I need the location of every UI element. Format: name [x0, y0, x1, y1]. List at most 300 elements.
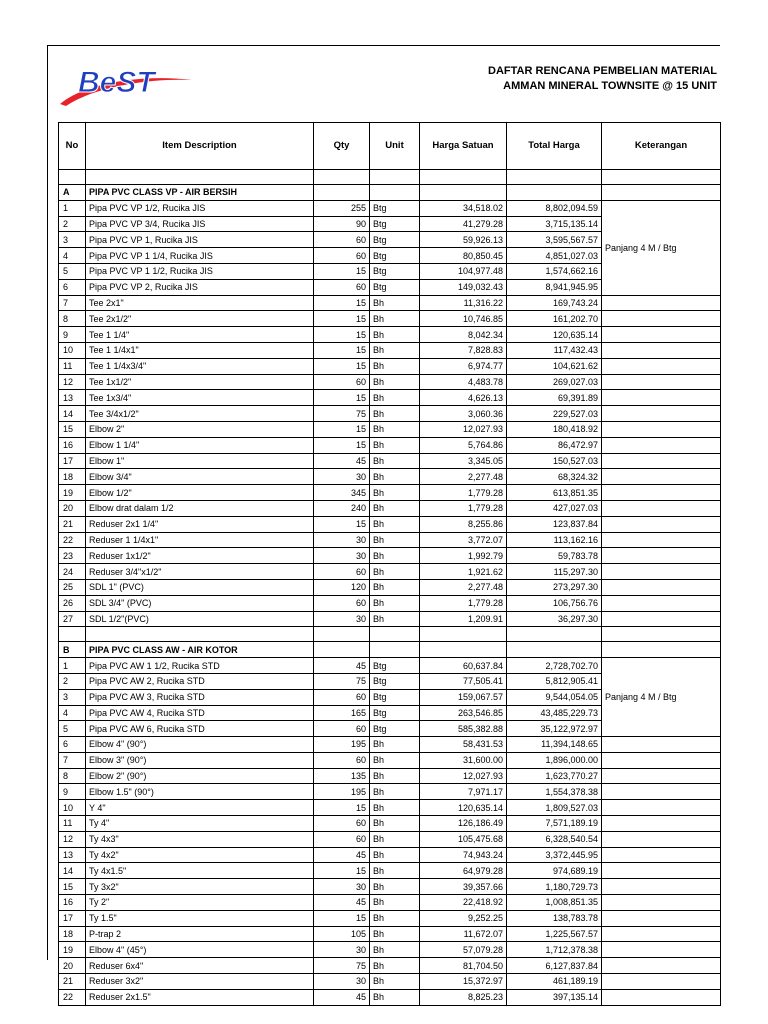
- item-harga-satuan: 12,027.93: [420, 768, 507, 784]
- item-description: Tee 2x1": [86, 295, 314, 311]
- section-code: B: [59, 642, 86, 658]
- item-unit: Bh: [370, 816, 420, 832]
- item-keterangan: [602, 768, 721, 784]
- empty-cell: [370, 627, 420, 642]
- item-no: 19: [59, 485, 86, 501]
- item-total-harga: 1,574,662.16: [507, 263, 602, 279]
- item-description: Tee 1x1/2": [86, 374, 314, 390]
- item-description: Ty 3x2": [86, 879, 314, 895]
- item-total-harga: 2,728,702.70: [507, 658, 602, 674]
- item-harga-satuan: 81,704.50: [420, 958, 507, 974]
- item-no: 21: [59, 516, 86, 532]
- item-unit: Btg: [370, 248, 420, 264]
- item-unit: Bh: [370, 437, 420, 453]
- item-no: 3: [59, 232, 86, 248]
- item-harga-satuan: 7,828.83: [420, 342, 507, 358]
- item-unit: Btg: [370, 216, 420, 232]
- item-unit: Bh: [370, 879, 420, 895]
- item-qty: 30: [314, 974, 370, 990]
- item-unit: Bh: [370, 295, 420, 311]
- item-qty: 15: [314, 437, 370, 453]
- item-total-harga: 613,851.35: [507, 485, 602, 501]
- item-description: Elbow 2" (90°): [86, 768, 314, 784]
- item-description: Reduser 1x1/2": [86, 548, 314, 564]
- table-row: [59, 847, 721, 863]
- item-total-harga: 113,162.16: [507, 532, 602, 548]
- item-unit: Bh: [370, 516, 420, 532]
- item-unit: Bh: [370, 532, 420, 548]
- item-harga-satuan: 59,926.13: [420, 232, 507, 248]
- item-harga-satuan: 104,977.48: [420, 263, 507, 279]
- empty-cell: [507, 170, 602, 185]
- item-unit: Bh: [370, 327, 420, 343]
- item-description: Reduser 3x2": [86, 974, 314, 990]
- item-no: 2: [59, 673, 86, 689]
- empty-cell: [314, 185, 370, 201]
- item-harga-satuan: 74,943.24: [420, 847, 507, 863]
- item-keterangan: [602, 516, 721, 532]
- item-qty: 15: [314, 910, 370, 926]
- item-no: 18: [59, 469, 86, 485]
- item-description: Pipa PVC AW 6, Rucika STD: [86, 721, 314, 737]
- item-harga-satuan: 39,357.66: [420, 879, 507, 895]
- col-header-item-description: Item Description: [86, 123, 314, 170]
- item-keterangan: [602, 989, 721, 1005]
- item-harga-satuan: 57,079.28: [420, 942, 507, 958]
- item-harga-satuan: 10,746.85: [420, 311, 507, 327]
- item-no: 21: [59, 974, 86, 990]
- empty-cell: [507, 642, 602, 658]
- header-row: [59, 123, 721, 170]
- table-row: [59, 453, 721, 469]
- item-no: 10: [59, 342, 86, 358]
- item-description: Tee 1x3/4": [86, 390, 314, 406]
- item-qty: 30: [314, 548, 370, 564]
- empty-cell: [420, 185, 507, 201]
- item-total-harga: 3,595,567.57: [507, 232, 602, 248]
- table-row: [59, 579, 721, 595]
- item-keterangan: [602, 548, 721, 564]
- item-no: 14: [59, 863, 86, 879]
- empty-cell: [86, 170, 314, 185]
- item-unit: Bh: [370, 406, 420, 422]
- item-harga-satuan: 8,042.34: [420, 327, 507, 343]
- item-no: 17: [59, 910, 86, 926]
- item-unit: Bh: [370, 421, 420, 437]
- item-qty: 135: [314, 768, 370, 784]
- item-qty: 195: [314, 784, 370, 800]
- item-total-harga: 7,571,189.19: [507, 816, 602, 832]
- item-unit: Bh: [370, 374, 420, 390]
- item-total-harga: 35,122,972.97: [507, 721, 602, 737]
- table-row: [59, 327, 721, 343]
- item-qty: 60: [314, 232, 370, 248]
- table-row: [59, 958, 721, 974]
- item-keterangan: [602, 974, 721, 990]
- item-total-harga: 461,189.19: [507, 974, 602, 990]
- item-harga-satuan: 34,518.02: [420, 200, 507, 216]
- table-body: [59, 170, 721, 1006]
- item-qty: 15: [314, 800, 370, 816]
- item-no: 1: [59, 200, 86, 216]
- item-no: 20: [59, 500, 86, 516]
- table-row: [59, 532, 721, 548]
- table-row: [59, 989, 721, 1005]
- item-unit: Bh: [370, 500, 420, 516]
- item-harga-satuan: 31,600.00: [420, 752, 507, 768]
- item-unit: Bh: [370, 611, 420, 627]
- item-no: 6: [59, 737, 86, 753]
- item-qty: 60: [314, 374, 370, 390]
- empty-cell: [314, 170, 370, 185]
- item-unit: Bh: [370, 784, 420, 800]
- item-qty: 30: [314, 611, 370, 627]
- section-title: PIPA PVC CLASS AW - AIR KOTOR: [86, 642, 314, 658]
- item-no: 2: [59, 216, 86, 232]
- item-unit: Bh: [370, 453, 420, 469]
- item-harga-satuan: 5,764.86: [420, 437, 507, 453]
- empty-cell: [420, 627, 507, 642]
- item-description: Elbow drat dalam 1/2: [86, 500, 314, 516]
- item-description: Elbow 1/2": [86, 485, 314, 501]
- item-total-harga: 273,297.30: [507, 579, 602, 595]
- item-unit: Bh: [370, 895, 420, 911]
- item-harga-satuan: 1,209.91: [420, 611, 507, 627]
- item-description: Elbow 3" (90°): [86, 752, 314, 768]
- item-keterangan: [602, 342, 721, 358]
- table-row: [59, 752, 721, 768]
- table-row: [59, 564, 721, 580]
- item-description: Elbow 1 1/4": [86, 437, 314, 453]
- item-no: 9: [59, 784, 86, 800]
- item-no: 12: [59, 831, 86, 847]
- table-row: [59, 879, 721, 895]
- item-keterangan: [602, 611, 721, 627]
- item-qty: 165: [314, 705, 370, 721]
- title-line-1: DAFTAR RENCANA PEMBELIAN MATERIAL: [488, 65, 717, 77]
- item-no: 22: [59, 989, 86, 1005]
- empty-cell: [59, 627, 86, 642]
- item-harga-satuan: 126,186.49: [420, 816, 507, 832]
- item-qty: 15: [314, 390, 370, 406]
- item-description: SDL 1/2"(PVC): [86, 611, 314, 627]
- item-qty: 45: [314, 453, 370, 469]
- item-qty: 195: [314, 737, 370, 753]
- item-harga-satuan: 22,418.92: [420, 895, 507, 911]
- item-description: SDL 3/4" (PVC): [86, 595, 314, 611]
- item-harga-satuan: 9,252.25: [420, 910, 507, 926]
- item-harga-satuan: 1,779.28: [420, 500, 507, 516]
- item-total-harga: 3,372,445.95: [507, 847, 602, 863]
- item-qty: 75: [314, 958, 370, 974]
- table-row: [59, 942, 721, 958]
- item-description: Pipa PVC AW 3, Rucika STD: [86, 689, 314, 705]
- item-total-harga: 4,851,027.03: [507, 248, 602, 264]
- item-keterangan: [602, 532, 721, 548]
- item-no: 15: [59, 879, 86, 895]
- item-no: 1: [59, 658, 86, 674]
- item-description: Tee 3/4x1/2": [86, 406, 314, 422]
- table-row: [59, 374, 721, 390]
- table-row: [59, 469, 721, 485]
- item-qty: 60: [314, 279, 370, 295]
- item-qty: 120: [314, 579, 370, 595]
- item-harga-satuan: 15,372.97: [420, 974, 507, 990]
- item-unit: Bh: [370, 737, 420, 753]
- table-row: [59, 831, 721, 847]
- item-no: 14: [59, 406, 86, 422]
- item-qty: 105: [314, 926, 370, 942]
- empty-cell: [602, 170, 721, 185]
- item-qty: 255: [314, 200, 370, 216]
- item-harga-satuan: 11,316.22: [420, 295, 507, 311]
- item-keterangan: [602, 311, 721, 327]
- item-no: 23: [59, 548, 86, 564]
- item-keterangan: [602, 926, 721, 942]
- col-header-qty: Qty: [314, 123, 370, 170]
- item-unit: Btg: [370, 263, 420, 279]
- item-no: 17: [59, 453, 86, 469]
- section-header-row: [59, 185, 721, 201]
- item-keterangan: [602, 327, 721, 343]
- item-no: 10: [59, 800, 86, 816]
- table-row: [59, 800, 721, 816]
- item-qty: 60: [314, 689, 370, 705]
- item-unit: Btg: [370, 658, 420, 674]
- table-row: [59, 406, 721, 422]
- empty-cell: [602, 627, 721, 642]
- item-total-harga: 1,225,567.57: [507, 926, 602, 942]
- item-total-harga: 138,783.78: [507, 910, 602, 926]
- empty-cell: [370, 642, 420, 658]
- item-total-harga: 1,554,378.38: [507, 784, 602, 800]
- item-unit: Bh: [370, 863, 420, 879]
- item-keterangan: [602, 453, 721, 469]
- table-row: [59, 295, 721, 311]
- item-qty: 30: [314, 942, 370, 958]
- item-no: 16: [59, 895, 86, 911]
- spacer-row: [59, 170, 721, 185]
- item-total-harga: 1,623,770.27: [507, 768, 602, 784]
- table-row: [59, 342, 721, 358]
- item-description: SDL 1" (PVC): [86, 579, 314, 595]
- item-total-harga: 180,418.92: [507, 421, 602, 437]
- logo-text: BeST: [78, 66, 155, 99]
- item-total-harga: 1,896,000.00: [507, 752, 602, 768]
- item-total-harga: 8,941,945.95: [507, 279, 602, 295]
- item-unit: Bh: [370, 595, 420, 611]
- item-no: 11: [59, 358, 86, 374]
- item-unit: Bh: [370, 910, 420, 926]
- item-unit: Btg: [370, 705, 420, 721]
- item-unit: Bh: [370, 485, 420, 501]
- col-header-keterangan: Keterangan: [602, 123, 721, 170]
- item-description: Ty 2": [86, 895, 314, 911]
- item-qty: 30: [314, 469, 370, 485]
- item-qty: 75: [314, 406, 370, 422]
- item-qty: 15: [314, 358, 370, 374]
- spacer-row: [59, 627, 721, 642]
- item-no: 19: [59, 942, 86, 958]
- item-keterangan: [602, 752, 721, 768]
- table-row: [59, 358, 721, 374]
- item-no: 26: [59, 595, 86, 611]
- item-total-harga: 104,621.62: [507, 358, 602, 374]
- item-qty: 60: [314, 248, 370, 264]
- item-harga-satuan: 1,921.62: [420, 564, 507, 580]
- item-qty: 15: [314, 295, 370, 311]
- item-no: 9: [59, 327, 86, 343]
- item-qty: 60: [314, 721, 370, 737]
- item-description: Ty 4": [86, 816, 314, 832]
- item-no: 27: [59, 611, 86, 627]
- item-total-harga: 1,712,378.38: [507, 942, 602, 958]
- item-description: Y 4": [86, 800, 314, 816]
- item-description: Reduser 3/4"x1/2": [86, 564, 314, 580]
- item-no: 5: [59, 721, 86, 737]
- item-unit: Bh: [370, 768, 420, 784]
- item-keterangan: [602, 374, 721, 390]
- item-keterangan: [602, 564, 721, 580]
- empty-cell: [420, 170, 507, 185]
- item-no: 3: [59, 689, 86, 705]
- item-qty: 15: [314, 863, 370, 879]
- item-keterangan: [602, 910, 721, 926]
- item-total-harga: 3,715,135.14: [507, 216, 602, 232]
- table-row: [59, 437, 721, 453]
- item-description: Tee 2x1/2": [86, 311, 314, 327]
- item-harga-satuan: 12,027.93: [420, 421, 507, 437]
- item-unit: Bh: [370, 469, 420, 485]
- item-total-harga: 115,297.30: [507, 564, 602, 580]
- empty-cell: [314, 642, 370, 658]
- item-harga-satuan: 6,974.77: [420, 358, 507, 374]
- item-harga-satuan: 80,850.45: [420, 248, 507, 264]
- item-keterangan: [602, 437, 721, 453]
- empty-cell: [602, 642, 721, 658]
- item-unit: Btg: [370, 200, 420, 216]
- item-harga-satuan: 3,345.05: [420, 453, 507, 469]
- item-qty: 240: [314, 500, 370, 516]
- item-total-harga: 68,324.32: [507, 469, 602, 485]
- item-description: Reduser 2x1 1/4": [86, 516, 314, 532]
- item-keterangan: [602, 847, 721, 863]
- item-unit: Bh: [370, 847, 420, 863]
- material-table: [58, 122, 721, 1006]
- table-row: [59, 485, 721, 501]
- item-qty: 45: [314, 989, 370, 1005]
- item-qty: 15: [314, 311, 370, 327]
- empty-cell: [86, 627, 314, 642]
- item-unit: Bh: [370, 390, 420, 406]
- item-qty: 15: [314, 342, 370, 358]
- table-row: [59, 516, 721, 532]
- item-keterangan: [602, 421, 721, 437]
- item-total-harga: 59,783.78: [507, 548, 602, 564]
- item-total-harga: 229,527.03: [507, 406, 602, 422]
- item-no: 4: [59, 248, 86, 264]
- item-total-harga: 169,743.24: [507, 295, 602, 311]
- item-qty: 45: [314, 658, 370, 674]
- item-no: 13: [59, 847, 86, 863]
- item-description: Elbow 2": [86, 421, 314, 437]
- item-keterangan: Panjang 4 M / Btg: [602, 200, 721, 295]
- title-line-2: AMMAN MINERAL TOWNSITE @ 15 UNIT: [503, 80, 717, 92]
- item-description: Elbow 4" (90°): [86, 737, 314, 753]
- item-no: 7: [59, 295, 86, 311]
- item-keterangan: Panjang 4 M / Btg: [602, 658, 721, 737]
- item-harga-satuan: 149,032.43: [420, 279, 507, 295]
- item-harga-satuan: 263,546.85: [420, 705, 507, 721]
- item-total-harga: 150,527.03: [507, 453, 602, 469]
- item-harga-satuan: 4,483.78: [420, 374, 507, 390]
- item-description: Pipa PVC AW 1 1/2, Rucika STD: [86, 658, 314, 674]
- item-no: 8: [59, 311, 86, 327]
- item-total-harga: 123,837.84: [507, 516, 602, 532]
- document-title: [488, 64, 717, 94]
- table-row: [59, 311, 721, 327]
- empty-cell: [507, 627, 602, 642]
- table-row: [59, 390, 721, 406]
- item-keterangan: [602, 358, 721, 374]
- item-qty: 45: [314, 847, 370, 863]
- item-harga-satuan: 2,277.48: [420, 469, 507, 485]
- item-unit: Btg: [370, 673, 420, 689]
- item-harga-satuan: 8,255.86: [420, 516, 507, 532]
- item-unit: Bh: [370, 926, 420, 942]
- item-description: Tee 1 1/4": [86, 327, 314, 343]
- item-total-harga: 397,135.14: [507, 989, 602, 1005]
- item-total-harga: 427,027.03: [507, 500, 602, 516]
- item-unit: Bh: [370, 831, 420, 847]
- item-description: Pipa PVC VP 1, Rucika JIS: [86, 232, 314, 248]
- item-harga-satuan: 3,060.36: [420, 406, 507, 422]
- item-no: 11: [59, 816, 86, 832]
- item-unit: Btg: [370, 689, 420, 705]
- item-harga-satuan: 3,772.07: [420, 532, 507, 548]
- item-unit: Bh: [370, 752, 420, 768]
- item-keterangan: [602, 406, 721, 422]
- col-header-no: No: [59, 123, 86, 170]
- section-code: A: [59, 185, 86, 201]
- item-total-harga: 69,391.89: [507, 390, 602, 406]
- empty-cell: [420, 642, 507, 658]
- item-description: Elbow 3/4": [86, 469, 314, 485]
- table-row: [59, 784, 721, 800]
- item-qty: 60: [314, 816, 370, 832]
- item-total-harga: 1,809,527.03: [507, 800, 602, 816]
- section-header-row: [59, 642, 721, 658]
- item-description: Reduser 1 1/4x1": [86, 532, 314, 548]
- item-no: 7: [59, 752, 86, 768]
- item-description: Elbow 4" (45°): [86, 942, 314, 958]
- item-description: Elbow 1": [86, 453, 314, 469]
- item-description: Pipa PVC VP 3/4, Rucika JIS: [86, 216, 314, 232]
- item-total-harga: 86,472.97: [507, 437, 602, 453]
- table-row: [59, 737, 721, 753]
- item-description: Reduser 6x4": [86, 958, 314, 974]
- empty-cell: [507, 185, 602, 201]
- item-unit: Btg: [370, 721, 420, 737]
- item-qty: 15: [314, 516, 370, 532]
- section-title: PIPA PVC CLASS VP - AIR BERSIH: [86, 185, 314, 201]
- item-total-harga: 11,394,148.65: [507, 737, 602, 753]
- item-description: Pipa PVC AW 4, Rucika STD: [86, 705, 314, 721]
- item-total-harga: 8,802,094.59: [507, 200, 602, 216]
- item-keterangan: [602, 579, 721, 595]
- item-no: 8: [59, 768, 86, 784]
- item-total-harga: 5,812,905.41: [507, 673, 602, 689]
